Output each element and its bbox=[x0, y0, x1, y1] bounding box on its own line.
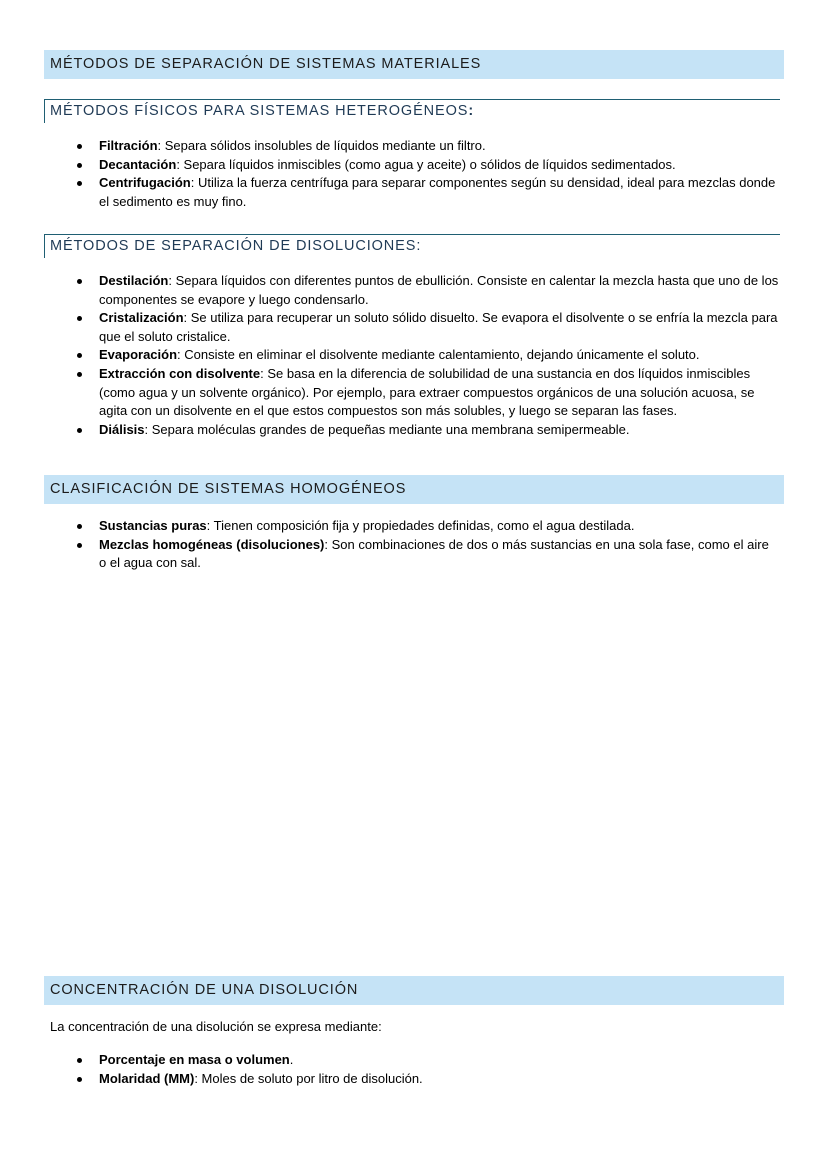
disoluciones-list bbox=[99, 272, 779, 439]
list-item bbox=[99, 346, 779, 365]
list-item bbox=[99, 272, 779, 309]
list-item bbox=[99, 536, 779, 573]
list-item-term: Molaridad (MM) bbox=[99, 1070, 195, 1086]
heterogeneos-heading bbox=[44, 99, 780, 123]
list-item-text: : Separa moléculas grandes de pequeñas mediante una membrana semipermeable. bbox=[144, 421, 630, 437]
list-item-term: Destilación bbox=[99, 273, 169, 288]
list-item bbox=[99, 421, 779, 440]
disoluciones-title: MÉTODOS DE SEPARACIÓN DE DISOLUCIONES: bbox=[50, 238, 422, 254]
list-item-term: Filtración bbox=[99, 138, 158, 153]
concentracion-title: CONCENTRACIÓN DE UNA DISOLUCIÓN bbox=[50, 982, 359, 998]
main-section-title: MÉTODOS DE SEPARACIÓN DE SISTEMAS MATERIALES bbox=[50, 56, 482, 72]
heterogeneos-title: MÉTODOS FÍSICOS PARA SISTEMAS HETEROGÉNEOS bbox=[50, 103, 469, 119]
disoluciones-heading bbox=[44, 234, 780, 258]
list-item-term: Mezclas homogéneas (disoluciones) bbox=[99, 536, 325, 552]
homogeneos-list bbox=[99, 517, 779, 573]
list-item bbox=[99, 1051, 779, 1070]
list-item-text: : Utiliza la fuerza centrífuga para separar componentes según su densidad, ideal para mezclas donde el sedimento es muy fino. bbox=[99, 175, 776, 209]
list-item-text: : Tienen composición fija y propiedades definidas, como el agua destilada. bbox=[206, 518, 635, 533]
list-item bbox=[99, 517, 779, 536]
list-item bbox=[99, 174, 779, 211]
list-item-term: Extracción con disolvente bbox=[99, 365, 261, 381]
homogeneos-heading bbox=[44, 475, 784, 504]
list-item-term: Diálisis bbox=[99, 421, 145, 437]
list-item-term: Porcentaje en masa o volumen bbox=[99, 1052, 290, 1067]
list-item-term: Evaporación bbox=[99, 347, 178, 363]
list-item bbox=[99, 137, 779, 156]
list-item-text: : Se basa en la diferencia de solubilidad de una sustancia en dos líquidos inmiscibles (como agua y un solvente orgánico). Por ejemplo, para extraer compuestos orgánicos de una solución acuosa, se agita con un disolvente en el que estos compuestos son más solubles, y luego se separan las fases. bbox=[99, 365, 755, 419]
heterogeneos-title-colon: : bbox=[468, 103, 475, 119]
list-item bbox=[99, 1070, 779, 1089]
list-item-text: : Consiste en eliminar el disolvente mediante calentamiento, dejando únicamente el soluto. bbox=[177, 347, 700, 363]
list-item bbox=[99, 309, 779, 346]
list-item bbox=[99, 365, 779, 421]
list-item-term: Sustancias puras bbox=[99, 518, 207, 533]
heterogeneos-list bbox=[99, 137, 779, 211]
list-item-term: Decantación bbox=[99, 156, 177, 172]
list-item-text: : Separa líquidos inmiscibles (como agua y aceite) o sólidos de líquidos sedimentados. bbox=[176, 156, 676, 172]
list-item-text: : Separa líquidos con diferentes puntos de ebullición. Consiste en calentar la mezcla hasta que uno de los componentes se evapore y luego condensarlo. bbox=[99, 273, 779, 307]
list-item bbox=[99, 156, 779, 175]
list-item-term: Centrifugación bbox=[99, 175, 191, 191]
list-item-text: . bbox=[289, 1052, 294, 1067]
list-item-text: : Separa sólidos insolubles de líquidos mediante un filtro. bbox=[157, 138, 486, 153]
main-section-heading bbox=[44, 50, 784, 79]
list-item-text: : Moles de soluto por litro de disolución. bbox=[194, 1070, 423, 1086]
homogeneos-title: CLASIFICACIÓN DE SISTEMAS HOMOGÉNEOS bbox=[50, 481, 407, 497]
concentracion-list bbox=[99, 1051, 779, 1088]
list-item-text: : Son combinaciones de dos o más sustancias en una sola fase, como el aire o el agua con sal. bbox=[99, 536, 769, 571]
list-item-term: Cristalización bbox=[99, 310, 184, 326]
concentracion-intro: La concentración de una disolución se expresa mediante: bbox=[50, 1019, 382, 1034]
concentracion-heading bbox=[44, 976, 784, 1005]
list-item-text: : Se utiliza para recuperar un soluto sólido disuelto. Se evapora el disolvente o se enfría la mezcla para que el soluto cristalice. bbox=[99, 310, 778, 344]
